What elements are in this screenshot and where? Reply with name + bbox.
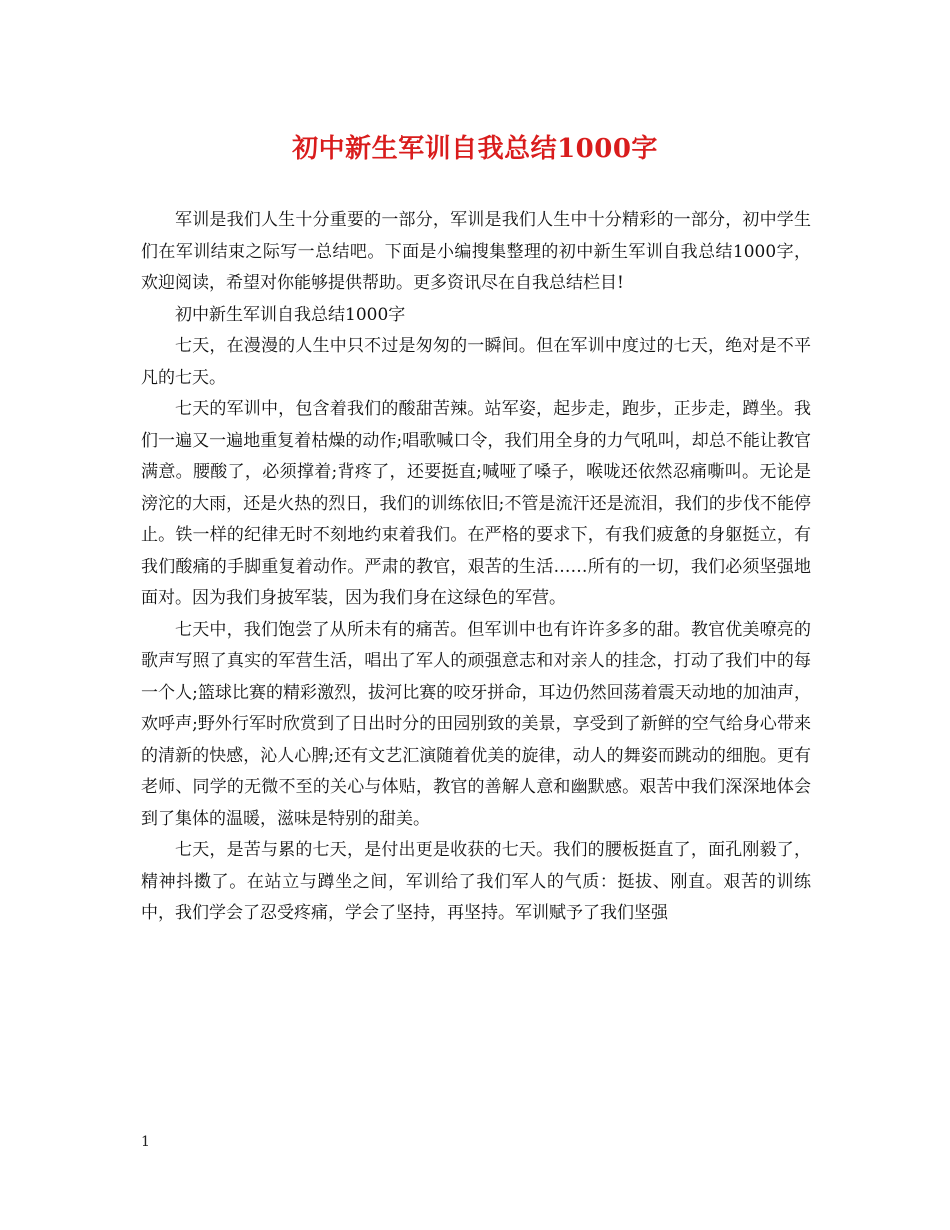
document-body [141, 205, 811, 930]
paragraph-intro: 军训是我们人生十分重要的一部分，军训是我们人生中十分精彩的一部分，初中学生们在军训结束之际写一总结吧。下面是小编搜集整理的初中新生军训自我总结1000字，欢迎阅读，希望对你能够提供帮助。更多资讯尽在自我总结栏目! [141, 210, 811, 293]
page-number: 1 [141, 1134, 150, 1150]
paragraph-subtitle: 初中新生军训自我总结1000字 [175, 304, 406, 325]
paragraph: 七天中，我们饱尝了从所未有的痛苦。但军训中也有许许多多的甜。教官优美嘹亮的歌声写照了真实的军营生活，唱出了军人的顽强意志和对亲人的挂念，打动了我们中的每一个人;篮球比赛的精彩激烈，拔河比赛的咬牙拼命，耳边仍然回荡着震天动地的加油声，欢呼声;野外行军时欣赏到了日出时分的田园别致的美景，享受到了新鲜的空气给身心带来的清新的快感，沁人心脾;还有文艺汇演随着优美的旋律，动人的舞姿而跳动的细胞。更有老师、同学的无微不至的关心与体贴，教官的善解人意和幽默感。艰苦中我们深深地体会到了集体的温暖，滋味是特别的甜美。 [141, 619, 811, 829]
page-title: 初中新生军训自我总结1000字 [292, 134, 658, 164]
paragraph: 七天的军训中，包含着我们的酸甜苦辣。站军姿，起步走，跑步，正步走，蹲坐。我们一遍又一遍地重复着枯燥的动作;唱歌喊口令，我们用全身的力气吼叫，却总不能让教官满意。腰酸了，必须撑着;背疼了，还要挺直;喊哑了嗓子，喉咙还依然忍痛嘶叫。无论是滂沱的大雨，还是火热的烈日，我们的训练依旧;不管是流汗还是流泪，我们的步伐不能停止。铁一样的纪律无时不刻地约束着我们。在严格的要求下，有我们疲惫的身躯挺立，有我们酸痛的手脚重复着动作。严肃的教官，艰苦的生活……所有的一切，我们必须坚强地面对。因为我们身披军装，因为我们身在这绿色的军营。 [141, 399, 811, 608]
paragraph: 七天，是苦与累的七天，是付出更是收获的七天。我们的腰板挺直了，面孔刚毅了，精神抖擞了。在站立与蹲坐之间，军训给了我们军人的气质：挺拔、刚直。艰苦的训练中，我们学会了忍受疼痛，学会了坚持，再坚持。军训赋予了我们坚强 [141, 840, 811, 923]
paragraph: 七天，在漫漫的人生中只不过是匆匆的一瞬间。但在军训中度过的七天，绝对是不平凡的七天。 [141, 336, 811, 388]
